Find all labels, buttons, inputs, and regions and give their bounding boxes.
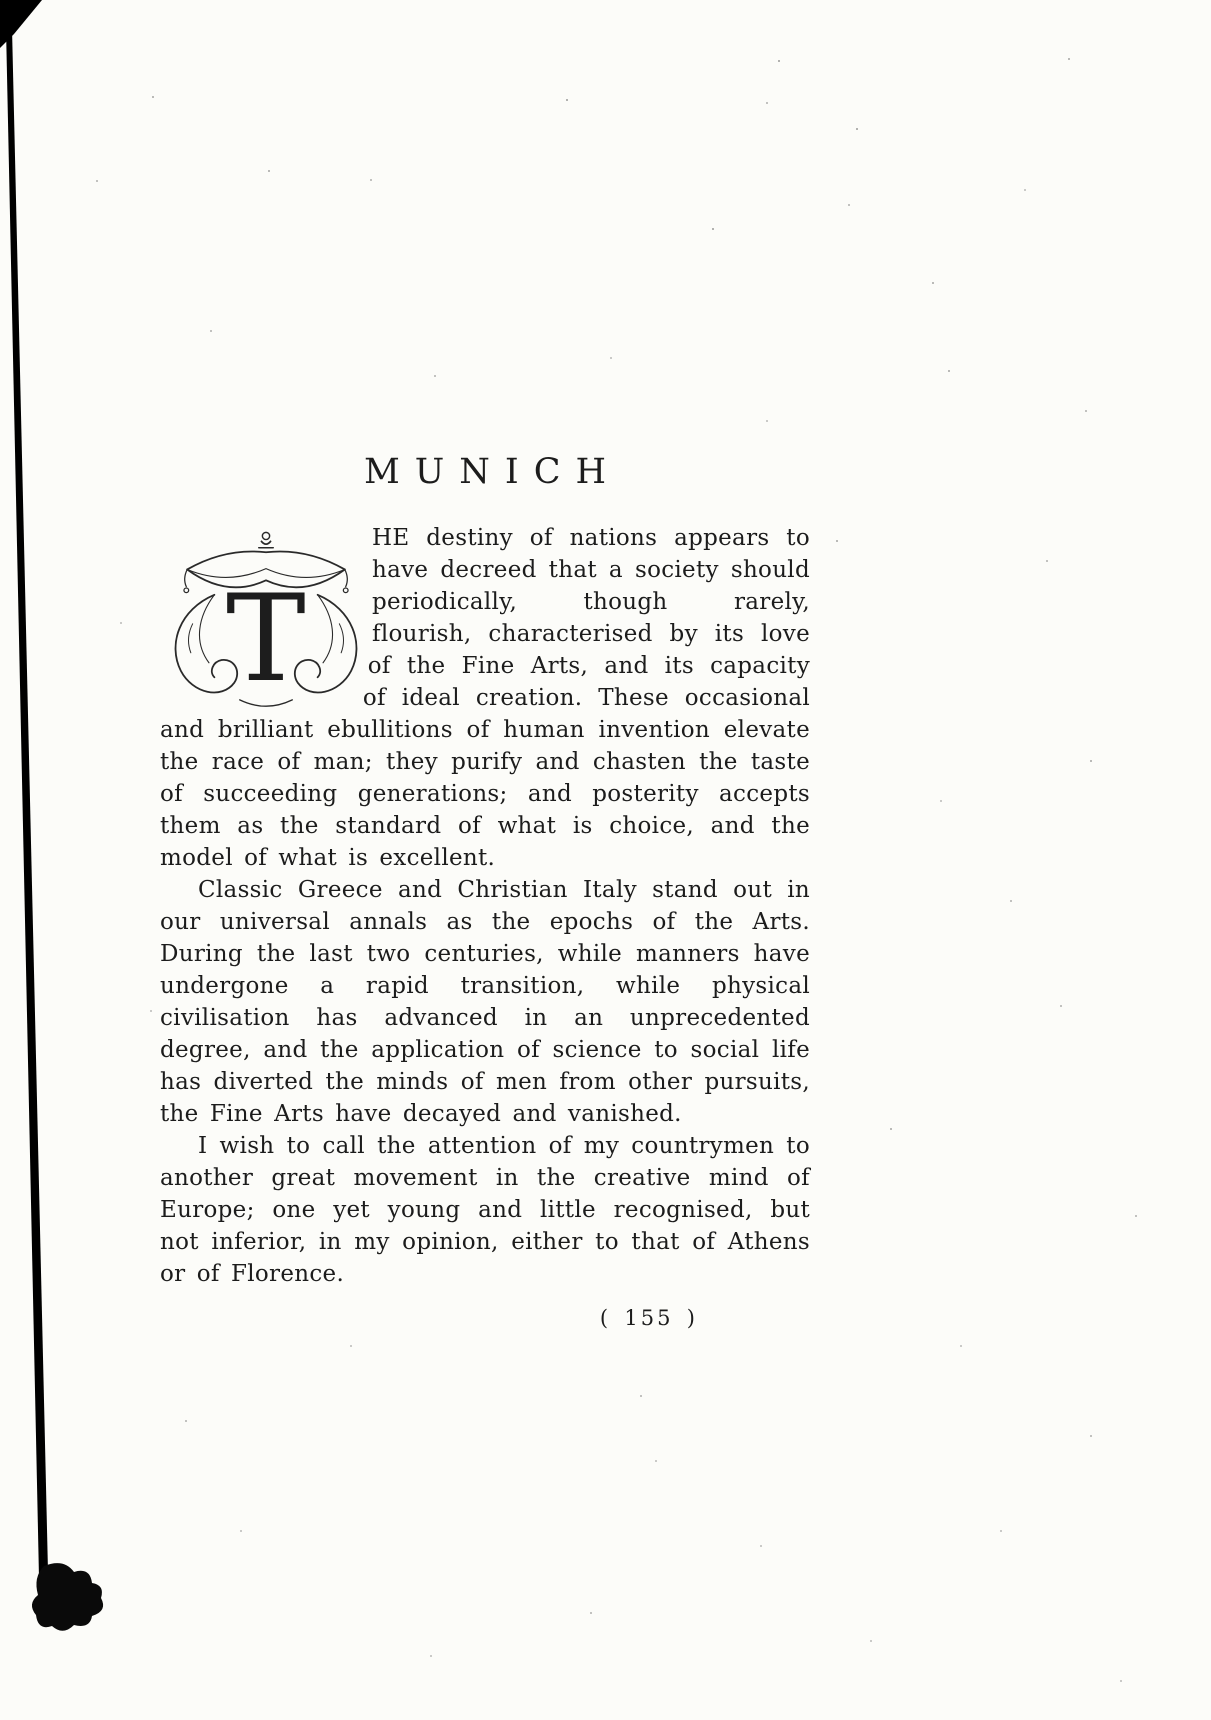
page-title: MUNICH (363, 452, 622, 492)
corner-wedge-artifact (0, 0, 42, 48)
body-text (160, 522, 810, 1334)
paragraph: I wish to call the attention of my countrymen to another great movement in the creative mind of Europe; one yet young and little recognised, but not inferior, in my opinion, either to that of Athens or of Florence. (160, 1133, 810, 1287)
ornamental-initial-engraving (160, 526, 372, 718)
paragraph: Classic Greece and Christian Italy stand out in our universal annals as the epochs of the Arts. During the last two centuries, while manners have undergone a rapid transition, while physical civilisation has advanced in an unprecedented degree, and the application of science to social life has diverted the minds of men from other pursuits, the Fine Arts have decayed and vanished. (160, 877, 810, 1127)
ink-blob-artifact (32, 1563, 103, 1631)
drop-cap-letter: T (226, 569, 306, 709)
scan-noise-specks (0, 0, 2, 2)
page-number: ( 155 ) (599, 1306, 698, 1330)
ornamental-initial (160, 526, 372, 718)
paragraph: HE destiny of nations appears to have decreed that a society should periodically, though rarely, flourish, characterised by its love of the Fine Arts, and its capacity of ideal creation. These occasional and brilliant ebullitions of human invention elevate the race of man; they purify and chasten the taste of succeeding generations; and posterity accepts them as the standard of what is choice, and the model of what is excellent. (160, 525, 810, 871)
binding-edge-line-artifact (6, 28, 48, 1578)
page-content (160, 0, 810, 1334)
